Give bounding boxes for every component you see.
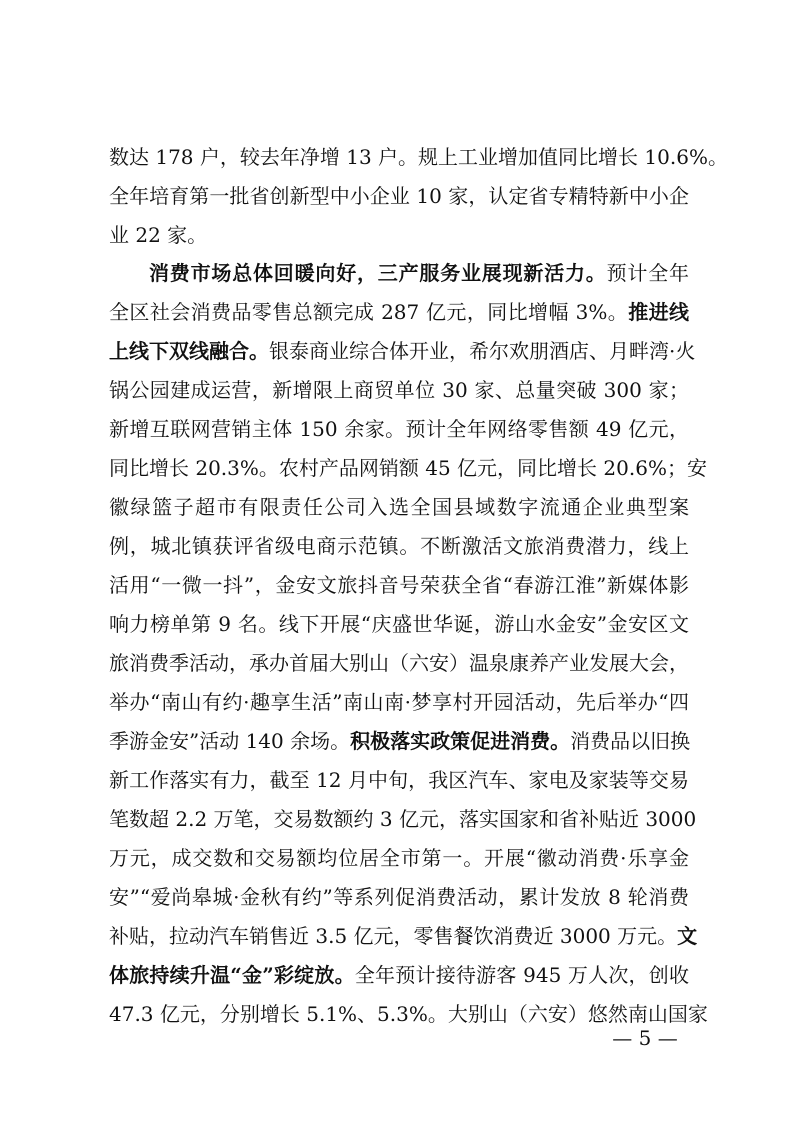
body-text: 响力榜单第 9 名。线下开展“庆盛世华诞，游山水金安”金安区文 — [109, 612, 689, 636]
body-text: 银泰商业综合体开业，希尔欢朋酒店、月畔湾·火 — [269, 339, 696, 363]
body-text: 举办“南山有约·趣享生活”南山南·梦享村开园活动，先后举办“四 — [109, 690, 689, 714]
body-text: 新工作落实有力，截至 12 月中旬，我区汽车、家电及家装等交易 — [109, 768, 689, 792]
body-text: 同比增长 20.3%。农村产品网销额 45 亿元，同比增长 20.6%；安 — [109, 456, 707, 480]
paragraph-line — [109, 216, 689, 254]
body-text: 活用“一微一抖”，金安文旅抖音号荣获全省“春游江淮”新媒体影 — [109, 573, 689, 597]
paragraph-line — [109, 449, 707, 487]
paragraph-line — [109, 683, 689, 721]
body-text: 全年预计接待游客 945 万人次，创收 — [354, 963, 689, 987]
paragraph-line — [109, 177, 689, 215]
paragraph-line — [109, 371, 689, 409]
paragraph-line — [109, 761, 689, 799]
paragraph-line — [109, 605, 689, 643]
bold-heading-text: 推进线 — [628, 300, 690, 324]
paragraph-line — [149, 254, 689, 292]
paragraph-line — [109, 722, 689, 760]
body-text: 徽绿篮子超市有限责任公司入选全国县域数字流通企业典型案 — [109, 495, 689, 519]
paragraph-line — [109, 488, 689, 526]
body-text: 旅消费季活动，承办首届大别山（六安）温泉康养产业发展大会， — [109, 651, 689, 675]
paragraph-line — [109, 410, 689, 448]
body-text: 补贴，拉动汽车销售近 3.5 亿元，零售餐饮消费近 3000 万元。 — [109, 924, 678, 948]
body-text: 安”“爱尚皋城·金秋有约”等系列促消费活动，累计发放 8 轮消费 — [109, 885, 689, 909]
body-text: 例，城北镇获评省级电商示范镇。不断激活文旅消费潜力，线上 — [109, 534, 689, 558]
paragraph-line — [109, 527, 689, 565]
body-text: 业 22 家。 — [109, 223, 208, 247]
body-text: 47.3 亿元，分别增长 5.1%、5.3%。大别山（六安）悠然南山国家 — [109, 1002, 708, 1026]
body-text: 消费品以旧换 — [570, 729, 691, 753]
paragraph-line — [109, 956, 689, 994]
body-text: 万元，成交数和交易额均位居全市第一。开展“徽动消费·乐享金 — [109, 846, 689, 870]
page-number: — 5 — — [612, 1026, 678, 1050]
paragraph-line — [109, 878, 689, 916]
paragraph-line — [109, 332, 696, 370]
bold-heading-text: 消费市场总体回暖向好，三产服务业展现新活力。 — [149, 261, 607, 285]
body-text: 全区社会消费品零售总额完成 287 亿元，同比增幅 3%。 — [109, 300, 629, 324]
body-text: 数达 178 户，较去年净增 13 户。规上工业增加值同比增长 10.6%。 — [109, 145, 728, 169]
bold-heading-text: 上线下双线融合。 — [109, 339, 269, 363]
bold-heading-text: 文 — [677, 924, 698, 948]
body-text: 全年培育第一批省创新型中小企业 10 家，认定省专精特新中小企 — [109, 184, 689, 208]
bold-heading-text: 体旅持续升温“金”彩绽放。 — [109, 963, 355, 987]
bold-heading-text: 积极落实政策促进消费。 — [350, 729, 571, 753]
paragraph-line — [109, 839, 689, 877]
body-text: 季游金安”活动 140 余场。 — [109, 729, 351, 753]
paragraph-line — [109, 644, 689, 682]
paragraph-line — [109, 138, 728, 176]
paragraph-line — [109, 800, 697, 838]
body-text: 新增互联网营销主体 150 余家。预计全年网络零售额 49 亿元， — [109, 417, 689, 441]
body-text: 预计全年 — [606, 261, 690, 285]
body-text: 笔数超 2.2 万笔，交易数额约 3 亿元，落实国家和省补贴近 3000 — [109, 807, 697, 831]
body-text: 锅公园建成运营，新增限上商贸单位 30 家、总量突破 300 家； — [109, 378, 689, 402]
paragraph-line — [109, 566, 689, 604]
paragraph-line — [109, 293, 689, 331]
paragraph-line — [109, 917, 698, 955]
